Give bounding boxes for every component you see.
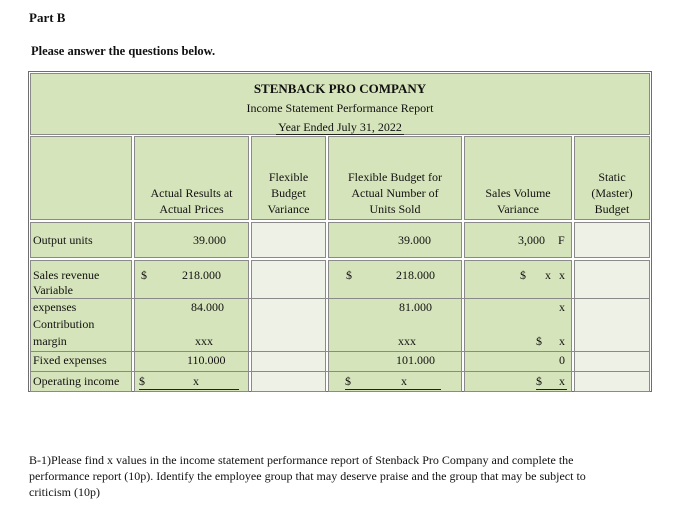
instructions: Please answer the questions below. — [31, 44, 216, 58]
fixed-expenses-flex-budget: 101.000 — [396, 353, 435, 367]
variable-expenses-label-2: expenses — [33, 300, 77, 314]
output-units-actual: 39.000 — [193, 233, 226, 247]
col-header-actual — [134, 136, 249, 220]
sales-revenue-sv-currency: $ — [520, 268, 526, 282]
operating-income-sv-line — [536, 374, 567, 390]
contribution-margin-sv-currency: $ — [536, 334, 542, 348]
sales-revenue-actual: 218.000 — [182, 268, 221, 282]
variable-expenses-sales-volume: x — [559, 300, 565, 314]
output-units-sales-volume: 3,000 — [518, 233, 545, 247]
variable-expenses-label-1: Variable — [33, 283, 73, 297]
sales-volume-body-cell — [464, 260, 572, 392]
output-units-flex-budget-cell — [328, 222, 462, 258]
operating-income-actual-line — [139, 374, 239, 390]
output-units-actual-cell — [134, 222, 249, 258]
operating-income-flex-budget: x — [401, 374, 407, 388]
report-subtitle: Income Statement Performance Report — [246, 101, 434, 115]
flex-variance-body-cell — [251, 260, 326, 392]
sales-revenue-flex-currency: $ — [346, 268, 352, 282]
col-header-flex-variance — [251, 136, 326, 220]
contribution-margin-flex-budget: xxx — [398, 334, 416, 348]
col-header-sales-volume — [464, 136, 572, 220]
operating-income-actual-currency: $ — [139, 374, 145, 388]
contribution-margin-label-1: Contribution — [33, 317, 95, 331]
report-period-text: Year Ended July 31, 2022 — [278, 120, 402, 134]
operating-income-flex-currency: $ — [345, 374, 351, 388]
col-header-flex-variance-text: Flexible Budget Variance — [267, 170, 310, 216]
blank-header-cell — [30, 136, 132, 220]
col-header-actual-text: Actual Results at Actual Prices — [150, 186, 233, 216]
static-body-cell — [574, 260, 650, 392]
output-units-static-cell — [574, 222, 650, 258]
part-title: Part B — [29, 10, 66, 25]
col-header-static-text: Static (Master) Budget — [591, 170, 633, 216]
operating-income-label: Operating income — [33, 374, 120, 388]
col-header-static — [574, 136, 650, 220]
performance-report — [28, 71, 652, 392]
output-units-flex-variance-cell — [251, 222, 326, 258]
sales-revenue-sales-volume-flag: x — [559, 268, 565, 282]
company-name: STENBACK PRO COMPANY — [253, 81, 427, 96]
operating-income-sales-volume: x — [559, 374, 565, 388]
variable-expenses-flex-budget: 81.000 — [399, 300, 432, 314]
output-units-flex-budget: 39.000 — [398, 233, 431, 247]
fixed-expenses-actual: 110.000 — [187, 353, 226, 367]
output-units-label: Output units — [33, 233, 93, 247]
report-period — [31, 121, 649, 133]
output-units-sales-volume-flag: F — [558, 233, 565, 247]
col-header-flex-budget-text: Flexible Budget for Actual Number of Units Sold — [348, 170, 442, 216]
operating-income-actual: x — [193, 374, 199, 388]
fixed-expenses-sales-volume: 0 — [559, 353, 565, 367]
sales-revenue-flex-budget: 218.000 — [396, 268, 435, 282]
sales-revenue-sales-volume: x — [545, 268, 551, 282]
question-b1: B-1)Please find x values in the income statement performance report of Stenback Pro Company and complete the performance report (10p). Identify the employee group that may deserve praise and the group that may be subject to criticism (10p) — [29, 453, 586, 499]
row-divider — [30, 298, 650, 299]
col-header-flex-budget — [328, 136, 462, 220]
contribution-margin-label-2: margin — [33, 334, 67, 348]
variable-expenses-actual: 84.000 — [191, 300, 224, 314]
fixed-expenses-label: Fixed expenses — [33, 353, 107, 367]
row-divider — [30, 351, 650, 352]
row-divider — [30, 371, 650, 372]
sales-revenue-actual-currency: $ — [141, 268, 147, 282]
operating-income-flex-line — [345, 374, 441, 390]
contribution-margin-actual: xxx — [195, 334, 213, 348]
operating-income-sv-currency: $ — [536, 374, 542, 388]
sales-revenue-label: Sales revenue — [33, 268, 100, 282]
report-header — [30, 73, 650, 135]
col-header-sales-volume-text: Sales Volume Variance — [485, 186, 551, 216]
contribution-margin-sales-volume: x — [559, 334, 565, 348]
